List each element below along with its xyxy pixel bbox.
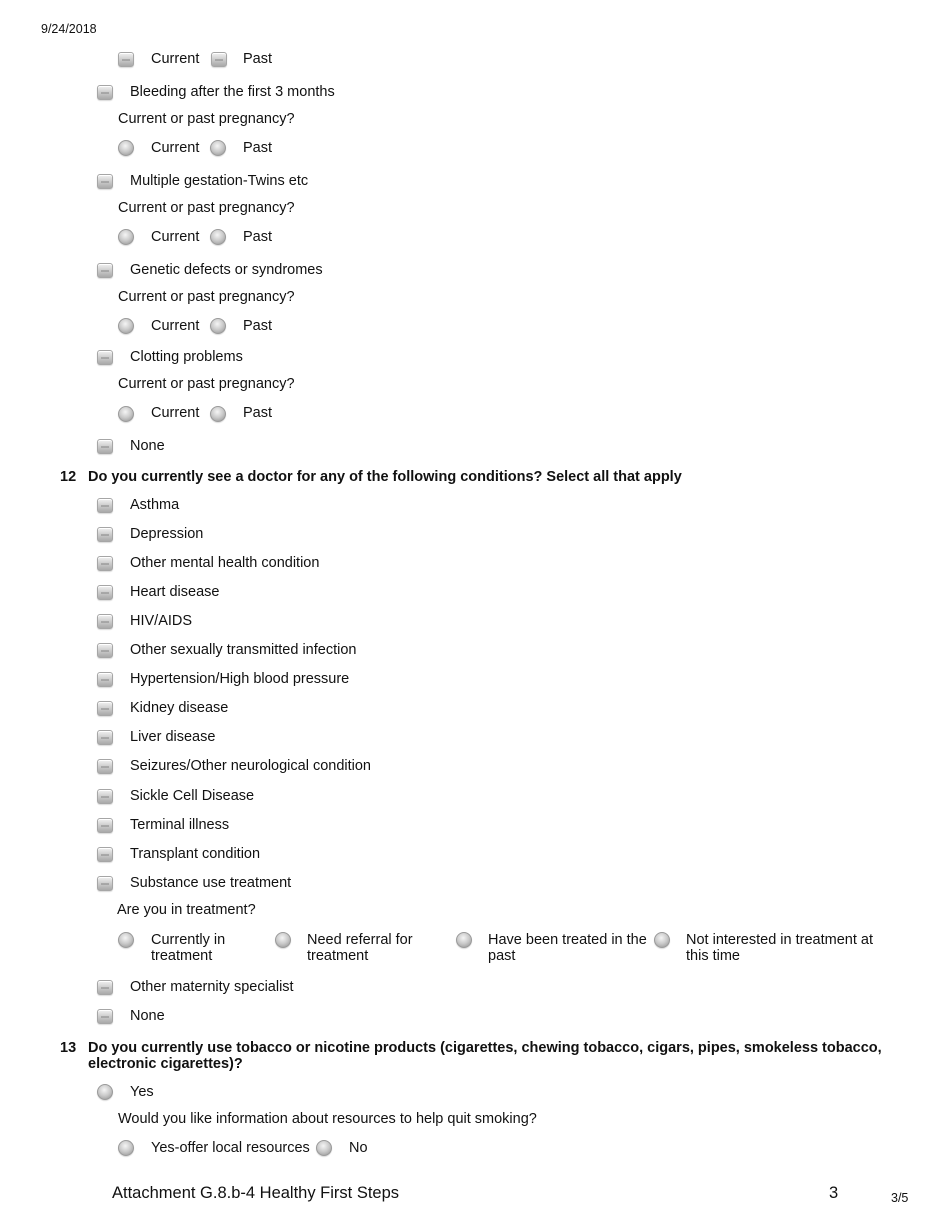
multiple-gestation-checkbox[interactable] [97, 174, 113, 189]
past-label: Past [243, 51, 273, 67]
genetic-current-radio[interactable] [118, 318, 134, 334]
sickle-cell-label: Sickle Cell Disease [130, 788, 255, 804]
bleeding-label: Bleeding after the first 3 months [130, 84, 335, 100]
clotting-label: Clotting problems [130, 349, 243, 365]
current-label: Current [151, 405, 200, 421]
yes-local-resources-label: Yes-offer local resources [151, 1140, 310, 1156]
current-or-past-prompt: Current or past pregnancy? [118, 289, 295, 305]
clotting-checkbox[interactable] [97, 350, 113, 365]
past-label: Past [243, 318, 273, 334]
q12-none-label: None [130, 1008, 165, 1024]
liver-disease-label: Liver disease [130, 729, 216, 745]
genetic-past-radio[interactable] [210, 318, 226, 334]
need-referral-label-1: Need referral for [307, 932, 413, 948]
multiple-past-radio[interactable] [210, 229, 226, 245]
q11-none-label: None [130, 438, 165, 454]
transplant-label: Transplant condition [130, 846, 261, 862]
kidney-disease-label: Kidney disease [130, 700, 229, 716]
page-number: 3 [829, 1184, 839, 1202]
yes-local-resources-radio[interactable] [118, 1140, 134, 1156]
asthma-checkbox[interactable] [97, 498, 113, 513]
current-checkbox[interactable] [118, 52, 134, 67]
treated-in-past-label-2: past [488, 948, 516, 964]
clotting-current-radio[interactable] [118, 406, 134, 422]
hypertension-label: Hypertension/High blood pressure [130, 671, 350, 687]
genetic-defects-label: Genetic defects or syndromes [130, 262, 323, 278]
heart-disease-label: Heart disease [130, 584, 220, 600]
current-label: Current [151, 318, 200, 334]
attachment-footer: Attachment G.8.b-4 Healthy First Steps [112, 1184, 400, 1202]
tobacco-yes-radio[interactable] [97, 1084, 113, 1100]
past-label: Past [243, 229, 273, 245]
multiple-gestation-label: Multiple gestation-Twins etc [130, 173, 309, 189]
current-or-past-prompt: Current or past pregnancy? [118, 376, 295, 392]
hiv-aids-checkbox[interactable] [97, 614, 113, 629]
past-checkbox[interactable] [211, 52, 227, 67]
current-or-past-prompt: Current or past pregnancy? [118, 111, 295, 127]
q13-text-line-2: electronic cigarettes)? [88, 1056, 243, 1072]
no-label: No [349, 1140, 368, 1156]
transplant-checkbox[interactable] [97, 847, 113, 862]
need-referral-radio[interactable] [275, 932, 291, 948]
currently-in-treatment-label-2: treatment [151, 948, 213, 964]
depression-checkbox[interactable] [97, 527, 113, 542]
terminal-illness-label: Terminal illness [130, 817, 230, 833]
clotting-past-radio[interactable] [210, 406, 226, 422]
sti-label: Other sexually transmitted infection [130, 642, 357, 658]
hypertension-checkbox[interactable] [97, 672, 113, 687]
current-or-past-prompt: Current or past pregnancy? [118, 200, 295, 216]
hiv-aids-label: HIV/AIDS [130, 613, 193, 629]
sickle-cell-checkbox[interactable] [97, 789, 113, 804]
not-interested-label-2: this time [686, 948, 740, 964]
page-of-count: 3/5 [891, 1191, 909, 1205]
treated-in-past-label-1: Have been treated in the [488, 932, 647, 948]
seizures-label: Seizures/Other neurological condition [130, 758, 371, 774]
current-label: Current [151, 140, 200, 156]
asthma-label: Asthma [130, 497, 180, 513]
substance-use-checkbox[interactable] [97, 876, 113, 891]
other-maternity-label: Other maternity specialist [130, 979, 294, 995]
no-radio[interactable] [316, 1140, 332, 1156]
current-label: Current [151, 51, 200, 67]
sti-checkbox[interactable] [97, 643, 113, 658]
other-maternity-checkbox[interactable] [97, 980, 113, 995]
bleeding-checkbox[interactable] [97, 85, 113, 100]
past-label: Past [243, 140, 273, 156]
liver-disease-checkbox[interactable] [97, 730, 113, 745]
q13-number: 13 [60, 1040, 77, 1056]
treated-in-past-radio[interactable] [456, 932, 472, 948]
currently-in-treatment-label-1: Currently in [151, 932, 226, 948]
q12-number: 12 [60, 469, 77, 485]
substance-use-label: Substance use treatment [130, 875, 292, 891]
q13-text-line-1: Do you currently use tobacco or nicotine products (cigarettes, chewing tobacco, cigars, pipes, smokeless tobacco, [88, 1040, 882, 1056]
multiple-current-radio[interactable] [118, 229, 134, 245]
kidney-disease-checkbox[interactable] [97, 701, 113, 716]
not-interested-radio[interactable] [654, 932, 670, 948]
print-date: 9/24/2018 [41, 22, 97, 36]
mental-health-checkbox[interactable] [97, 556, 113, 571]
currently-in-treatment-radio[interactable] [118, 932, 134, 948]
need-referral-label-2: treatment [307, 948, 369, 964]
q12-text: Do you currently see a doctor for any of the following conditions? Select all that apply [88, 469, 682, 485]
q11-none-checkbox[interactable] [97, 439, 113, 454]
quit-resources-prompt: Would you like information about resources to help quit smoking? [118, 1111, 537, 1127]
genetic-defects-checkbox[interactable] [97, 263, 113, 278]
not-interested-label-1: Not interested in treatment at [686, 932, 873, 948]
tobacco-yes-label: Yes [130, 1084, 154, 1100]
treatment-prompt: Are you in treatment? [117, 902, 256, 918]
bleeding-past-radio[interactable] [210, 140, 226, 156]
current-label: Current [151, 229, 200, 245]
seizures-checkbox[interactable] [97, 759, 113, 774]
depression-label: Depression [130, 526, 204, 542]
q12-none-checkbox[interactable] [97, 1009, 113, 1024]
mental-health-label: Other mental health condition [130, 555, 320, 571]
bleeding-current-radio[interactable] [118, 140, 134, 156]
terminal-illness-checkbox[interactable] [97, 818, 113, 833]
past-label: Past [243, 405, 273, 421]
heart-disease-checkbox[interactable] [97, 585, 113, 600]
